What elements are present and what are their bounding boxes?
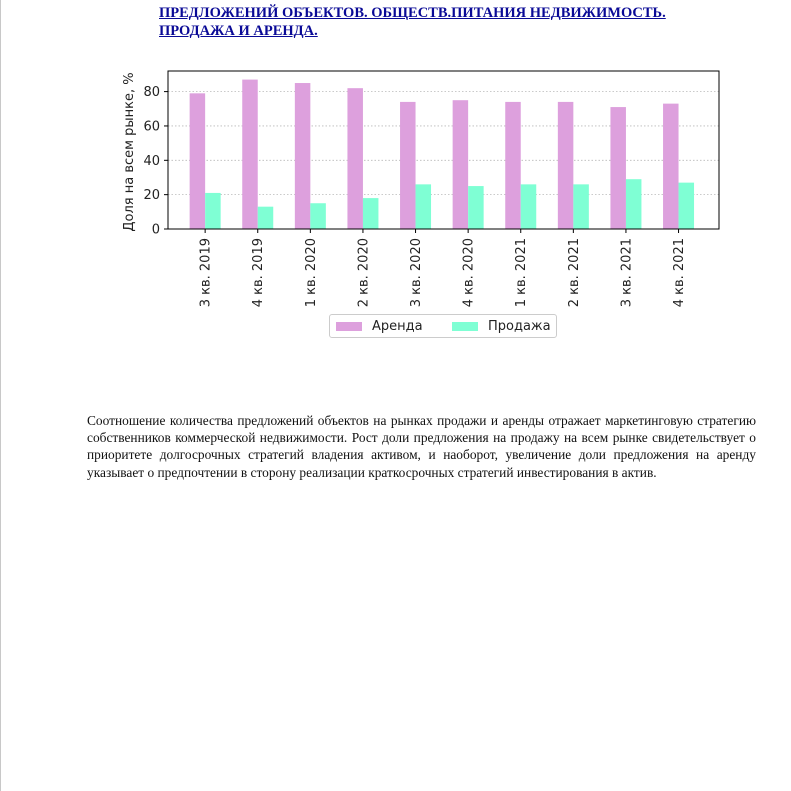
- heading-line-2: ПРОДАЖА И АРЕНДА.: [159, 23, 318, 39]
- x-tick-label: 4 кв. 2021: [672, 238, 688, 308]
- y-axis-label: Доля на всем рынке, %: [122, 72, 137, 232]
- bar-prodazha: [468, 186, 484, 229]
- y-tick-label: 0: [151, 222, 160, 238]
- bar-arenda: [347, 88, 363, 229]
- bar-prodazha: [363, 198, 379, 229]
- bar-arenda: [242, 80, 258, 229]
- x-tick-label: 2 кв. 2021: [566, 238, 582, 308]
- x-tick-label: 3 кв. 2020: [409, 238, 425, 308]
- legend-swatch-arenda: [336, 322, 362, 331]
- x-tick-label: 3 кв. 2021: [619, 238, 635, 308]
- x-tick-label: 1 кв. 2021: [514, 238, 530, 308]
- heading-line-1: ПРЕДЛОЖЕНИЙ ОБЪЕКТОВ. ОБЩЕСТВ.ПИТАНИЯ НЕДВИЖИМОСТЬ.: [159, 5, 666, 21]
- x-tick-label: 1 кв. 2020: [303, 238, 319, 308]
- bar-prodazha: [573, 184, 589, 229]
- legend-item-arenda: [336, 319, 423, 334]
- bar-prodazha: [521, 184, 537, 229]
- bar-arenda: [190, 93, 206, 229]
- x-tick-label: 2 кв. 2020: [356, 238, 372, 308]
- bar-arenda: [295, 83, 311, 229]
- x-tick-label: 3 кв. 2019: [198, 238, 214, 308]
- legend-swatch-prodazha: [452, 322, 478, 331]
- bar-arenda: [400, 102, 416, 229]
- x-tick-label: 4 кв. 2019: [251, 238, 267, 308]
- bar-prodazha: [310, 203, 326, 229]
- bar-prodazha: [205, 193, 221, 229]
- y-tick-label: 80: [143, 85, 160, 101]
- bar-arenda: [505, 102, 521, 229]
- bar-arenda: [610, 107, 626, 229]
- legend-label-prodazha: Продажа: [488, 319, 551, 334]
- x-tick-label: 4 кв. 2020: [461, 237, 477, 308]
- y-tick-label: 20: [143, 188, 160, 204]
- body-paragraph: Соотношение количества предложений объектов на рынках продажи и аренды отражает маркетинговую стратегию собственников коммерческой недвижимости. Рост доли предложения на продажу на всем рынке свидетельствует о приоритете долгосрочных стратегий владения активом, и наоборот, увеличение доли предложения на аренду указывает о предпочтении в сторону реализации краткосрочных стратегий инвестирования в актив.: [87, 413, 756, 480]
- legend-item-prodazha: [452, 319, 551, 334]
- y-tick-label: 40: [143, 153, 160, 169]
- chart-svg: [0, 0, 791, 360]
- bar-arenda: [558, 102, 574, 229]
- chart-legend: [329, 314, 557, 338]
- bar-arenda: [663, 104, 679, 229]
- bar-chart: [0, 0, 791, 360]
- bar-prodazha: [626, 179, 642, 229]
- bar-prodazha: [679, 183, 695, 229]
- bar-prodazha: [258, 207, 274, 229]
- bar-prodazha: [416, 184, 432, 229]
- bar-arenda: [453, 100, 469, 229]
- y-tick-label: 60: [143, 119, 160, 135]
- legend-label-arenda: Аренда: [372, 319, 423, 334]
